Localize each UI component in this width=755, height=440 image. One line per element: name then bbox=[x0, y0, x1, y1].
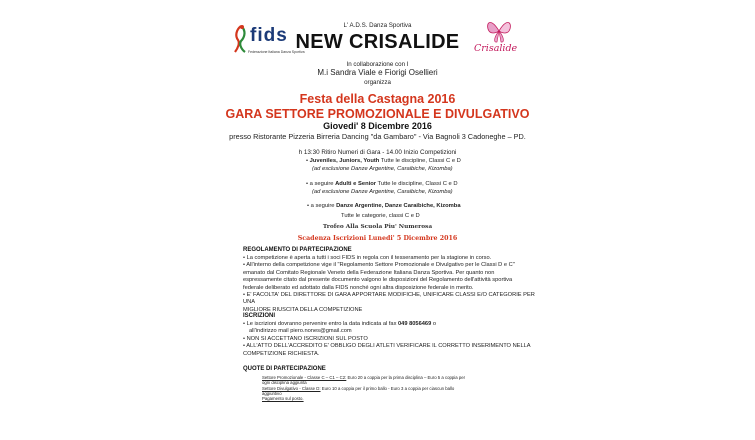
quote-body bbox=[262, 375, 502, 401]
schedule-group-1: • Juveniles, Juniors, Youth Tutte le discipline, Classi C e D (ad esclusione Danze Argentine, Caraibiche, Kizomba) bbox=[306, 158, 461, 172]
div-label: Settore Divulgativo - Classe D: bbox=[262, 385, 321, 391]
group3-prefix: a seguire bbox=[310, 203, 337, 209]
promo-text: Euro 20 a coppia per la prima disciplina – Euro 5 a coppia per bbox=[346, 375, 466, 380]
fax-number: 049 8056469 bbox=[398, 321, 432, 327]
fids-logo-subtitle: Federazione Italiana Danza Sportiva bbox=[248, 50, 305, 54]
scadenza-line: Scadenza Iscrizioni Lunedi' 5 Dicembre 2016 bbox=[297, 235, 458, 242]
regolamento-line: • La competizione è aperta a tutti i soci FIDS in regola con il tesseramento per la stagione in corso. bbox=[243, 255, 492, 261]
collaboration-line: In collaborazione con I bbox=[346, 61, 409, 68]
group3-classes: Tutte le categorie, classi C e D bbox=[341, 213, 420, 219]
promo-label: Settore Promozionale - Classe C – C1 – C2: bbox=[262, 375, 347, 380]
group2-classes: Tutte le discipline, Classi C e D bbox=[376, 181, 458, 187]
regolamento-body bbox=[243, 255, 543, 314]
quote-heading: QUOTE DI PARTECIPAZIONE bbox=[243, 366, 326, 372]
group1-note: (ad esclusione Danze Argentine, Caraibiche, Kizomba) bbox=[312, 165, 453, 172]
iscrizioni-fax-post: o bbox=[431, 321, 436, 327]
association-line: L' A.D.S. Danza Sportiva bbox=[343, 22, 412, 29]
div-text: Euro 10 a coppia per il primo ballo - Euro 3 a coppia per ciascun ballo bbox=[320, 385, 455, 391]
email-line: all'indirizzo mail piero.nones@gmail.com bbox=[249, 328, 352, 335]
regolamento-heading: REGOLAMENTO DI PARTECIPAZIONE bbox=[243, 247, 352, 253]
group2-prefix: a seguire bbox=[309, 181, 336, 187]
schedule-group-3: • a seguire Danze Argentine, Danze Caraibiche, Kizomba bbox=[307, 203, 461, 209]
regolamento-line: MIGLIORE RIUSCITA DELLA COMPETIZIONE bbox=[243, 306, 363, 313]
organizza-line: organizza bbox=[364, 79, 391, 86]
promo-text-2: ogni disciplina aggiunta bbox=[262, 380, 307, 386]
event-date: Giovedi' 8 Dicembre 2016 bbox=[323, 121, 432, 131]
trofeo-line: Trofeo Alla Scuola Piu' Numerosa bbox=[322, 224, 433, 230]
no-posto-line: • NON SI ACCETTANO ISCRIZIONI SUL POSTO bbox=[243, 335, 368, 342]
regolamento-line: • E' FACOLTA' DEL DIRETTORE DI GARA APPORTARE MODIFICHE, UNIFICARE CLASSI E/O CATEGORIE PER UNA bbox=[243, 292, 535, 306]
group2-note: (ad esclusione Danze Argentine, Caraibiche, Kizomba) bbox=[312, 188, 453, 195]
regolamento-line: • All'interno della competizione vige il "Regolamento Settore Promozionale e Divulgativo per le Classi D e C" bbox=[243, 262, 515, 269]
crisalide-logo-text: Crisalide bbox=[474, 43, 518, 54]
fids-logo-text: fids bbox=[250, 25, 288, 46]
group3-categories: Danze Argentine, Danze Caraibiche, Kizomba bbox=[336, 203, 461, 209]
group2-categories: Adulti e Senior bbox=[335, 181, 377, 187]
group1-classes: Tutte le discipline, Classi C e D bbox=[379, 158, 461, 164]
iscrizioni-fax-pre: • Le iscrizioni dovranno pervenire entro la data indicata al fax bbox=[243, 321, 399, 327]
div-text-2: aggiuntivo bbox=[262, 390, 282, 396]
accredito-line-2: COMPETIZIONE RICHIESTA. bbox=[243, 350, 320, 357]
page-title: NEW CRISALIDE bbox=[295, 31, 460, 53]
iscrizioni-heading: ISCRIZIONI bbox=[243, 313, 276, 319]
schedule-group-2: • a seguire Adulti e Senior Tutte le discipline, Classi C e D (ad esclusione Danze Argentine, Caraibiche, Kizomba) bbox=[306, 181, 458, 195]
partners-line: M.i Sandra Viale e Fiorigi Osellieri bbox=[317, 68, 438, 77]
regolamento-line: espressamente citato dal presente documento valgono le disposizioni del Regolamento dell'attività sportiva bbox=[243, 277, 513, 284]
regolamento-line: emanato dal Comitato Regionale Veneto della Federazione Italiana Danza Sportiva. Per quanto non bbox=[243, 269, 495, 276]
accredito-line: • ALL'ATTO DELL'ACCREDITO E' OBBLIGO DEGLI ATLETI VERIFICARE IL CORRETTO INSERIMENTO NELLA bbox=[243, 343, 531, 350]
event-type: GARA SETTORE PROMOZIONALE E DIVULGATIVO bbox=[225, 107, 530, 121]
schedule-ritiro: h 13:30 Ritiro Numeri di Gara - 14.00 Inizio Competizioni bbox=[298, 149, 457, 156]
event-venue: presso Ristorante Pizzeria Birreria Dancing "da Gambaro" - Via Bagnoli 3 Cadoneghe – PD. bbox=[229, 132, 526, 141]
event-name: Festa della Castagna 2016 bbox=[299, 92, 456, 106]
group1-categories: Juveniles, Juniors, Youth bbox=[309, 158, 380, 164]
regolamento-line: federale deliberato ed adottato dalla FIDS nonché ogni altra disposizione federale in merito. bbox=[243, 284, 474, 291]
iscrizioni-body bbox=[243, 321, 543, 358]
pagamento-line: Pagamento sul posto. bbox=[262, 396, 304, 402]
